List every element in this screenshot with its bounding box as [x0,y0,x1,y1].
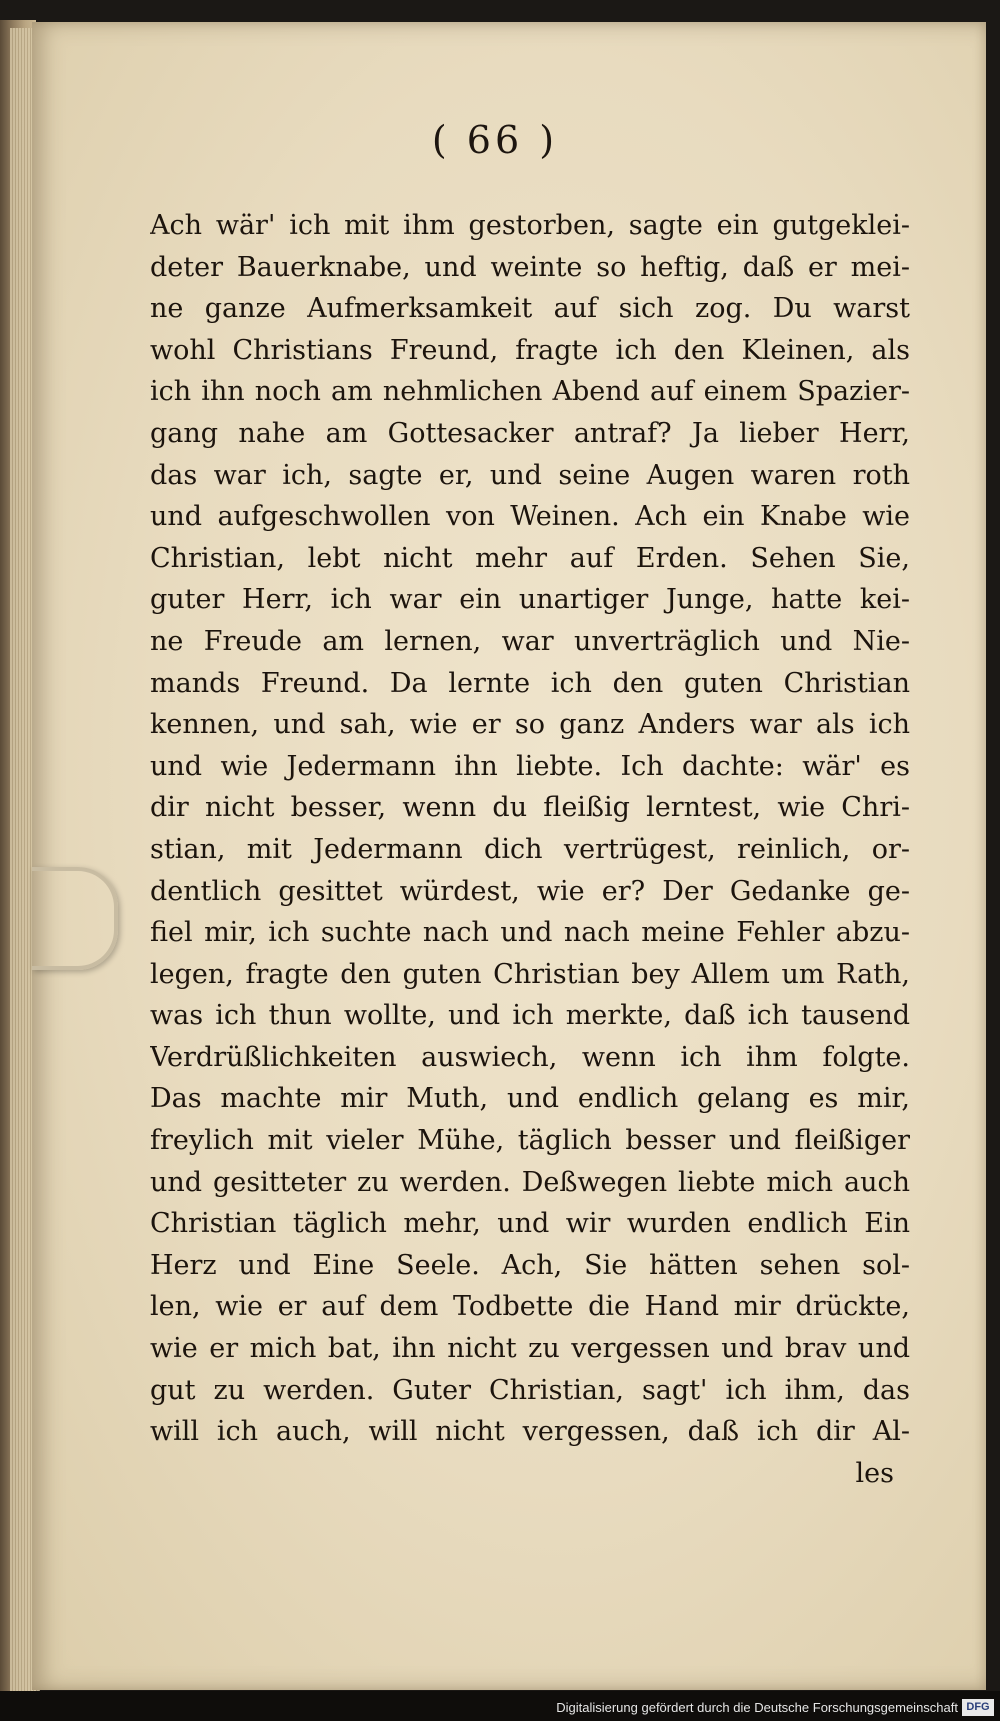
text-line: len, wie er auf dem Todbette die Hand mir drückte, [150,1291,910,1323]
footer-bar [0,1691,1000,1721]
text-line: dentlich gesittet würdest, wie er? Der Gedanke ge- [150,875,910,907]
text-line: Ach wär' ich mit ihm gestorben, sagte ein gutgeklei- [150,210,910,241]
text-line: guter Herr, ich war ein unartiger Junge, hatte kei- [150,584,910,616]
text-line: was ich thun wollte, und ich merkte, daß ich tausend [150,1000,910,1032]
text-line: und gesitteter zu werden. Deßwegen liebte mich auch [150,1166,910,1198]
catchword: les [855,1457,894,1489]
page-number: ( 66 ) [431,118,559,162]
text-line: legen, fragte den guten Christian bey Allem um Rath, [150,958,910,990]
text-line: ne ganze Aufmerksamkeit auf sich zog. Du warst [150,293,910,325]
text-line: Herz und Eine Seele. Ach, Sie hätten sehen sol- [150,1249,910,1281]
text-line: Christian täglich mehr, und wir wurden endlich Ein [150,1208,910,1240]
text-line: fiel mir, ich suchte nach und nach meine Fehler abzu- [150,917,910,949]
text-line: und aufgeschwollen von Weinen. Ach ein Knabe wie [150,501,910,533]
page-clip [32,867,118,970]
text-line: will ich auch, will nicht vergessen, daß ich dir Al- [150,1416,910,1448]
text-line: wohl Christians Freund, fragte ich den Kleinen, als [150,334,910,366]
text-line: Christian, lebt nicht mehr auf Erden. Sehen Sie, [150,542,910,574]
text-line: gang nahe am Gottesacker antraf? Ja lieber Herr, [150,417,910,449]
text-line: dir nicht besser, wenn du fleißig lerntest, wie Chri- [150,792,910,824]
body-text [150,205,910,1494]
text-line: wie er mich bat, ihn nicht zu vergessen und brav und [150,1333,910,1365]
text-line: Das machte mir Muth, und endlich gelang es mir, [150,1083,910,1115]
text-line: das war ich, sagte er, und seine Augen waren roth [150,459,910,491]
text-line: ich ihn noch am nehmlichen Abend auf einem Spazier- [150,376,910,408]
dfg-logo: DFG [962,1699,994,1716]
text-line: gut zu werden. Guter Christian, sagt' ich ihm, das [150,1374,910,1406]
text-line: kennen, und sah, wie er so ganz Anders war als ich [150,709,910,741]
text-line: und wie Jedermann ihn liebte. Ich dachte: wär' es [150,750,910,782]
text-line: Verdrüßlichkeiten auswiech, wenn ich ihm folgte. [150,1041,910,1073]
text-line: freylich mit vieler Mühe, täglich besser und fleißiger [150,1125,910,1157]
text-line: mands Freund. Da lernte ich den guten Christian [150,667,910,699]
text-line: stian, mit Jedermann dich vertrügest, reinlich, or- [150,833,910,865]
digitization-credit: Digitalisierung gefördert durch die Deutsche Forschungsgemeinschaft [556,1700,958,1715]
text-line: ne Freude am lernen, war unverträglich und Nie- [150,625,910,657]
text-line: deter Bauerknabe, und weinte so heftig, daß er mei- [150,251,910,283]
